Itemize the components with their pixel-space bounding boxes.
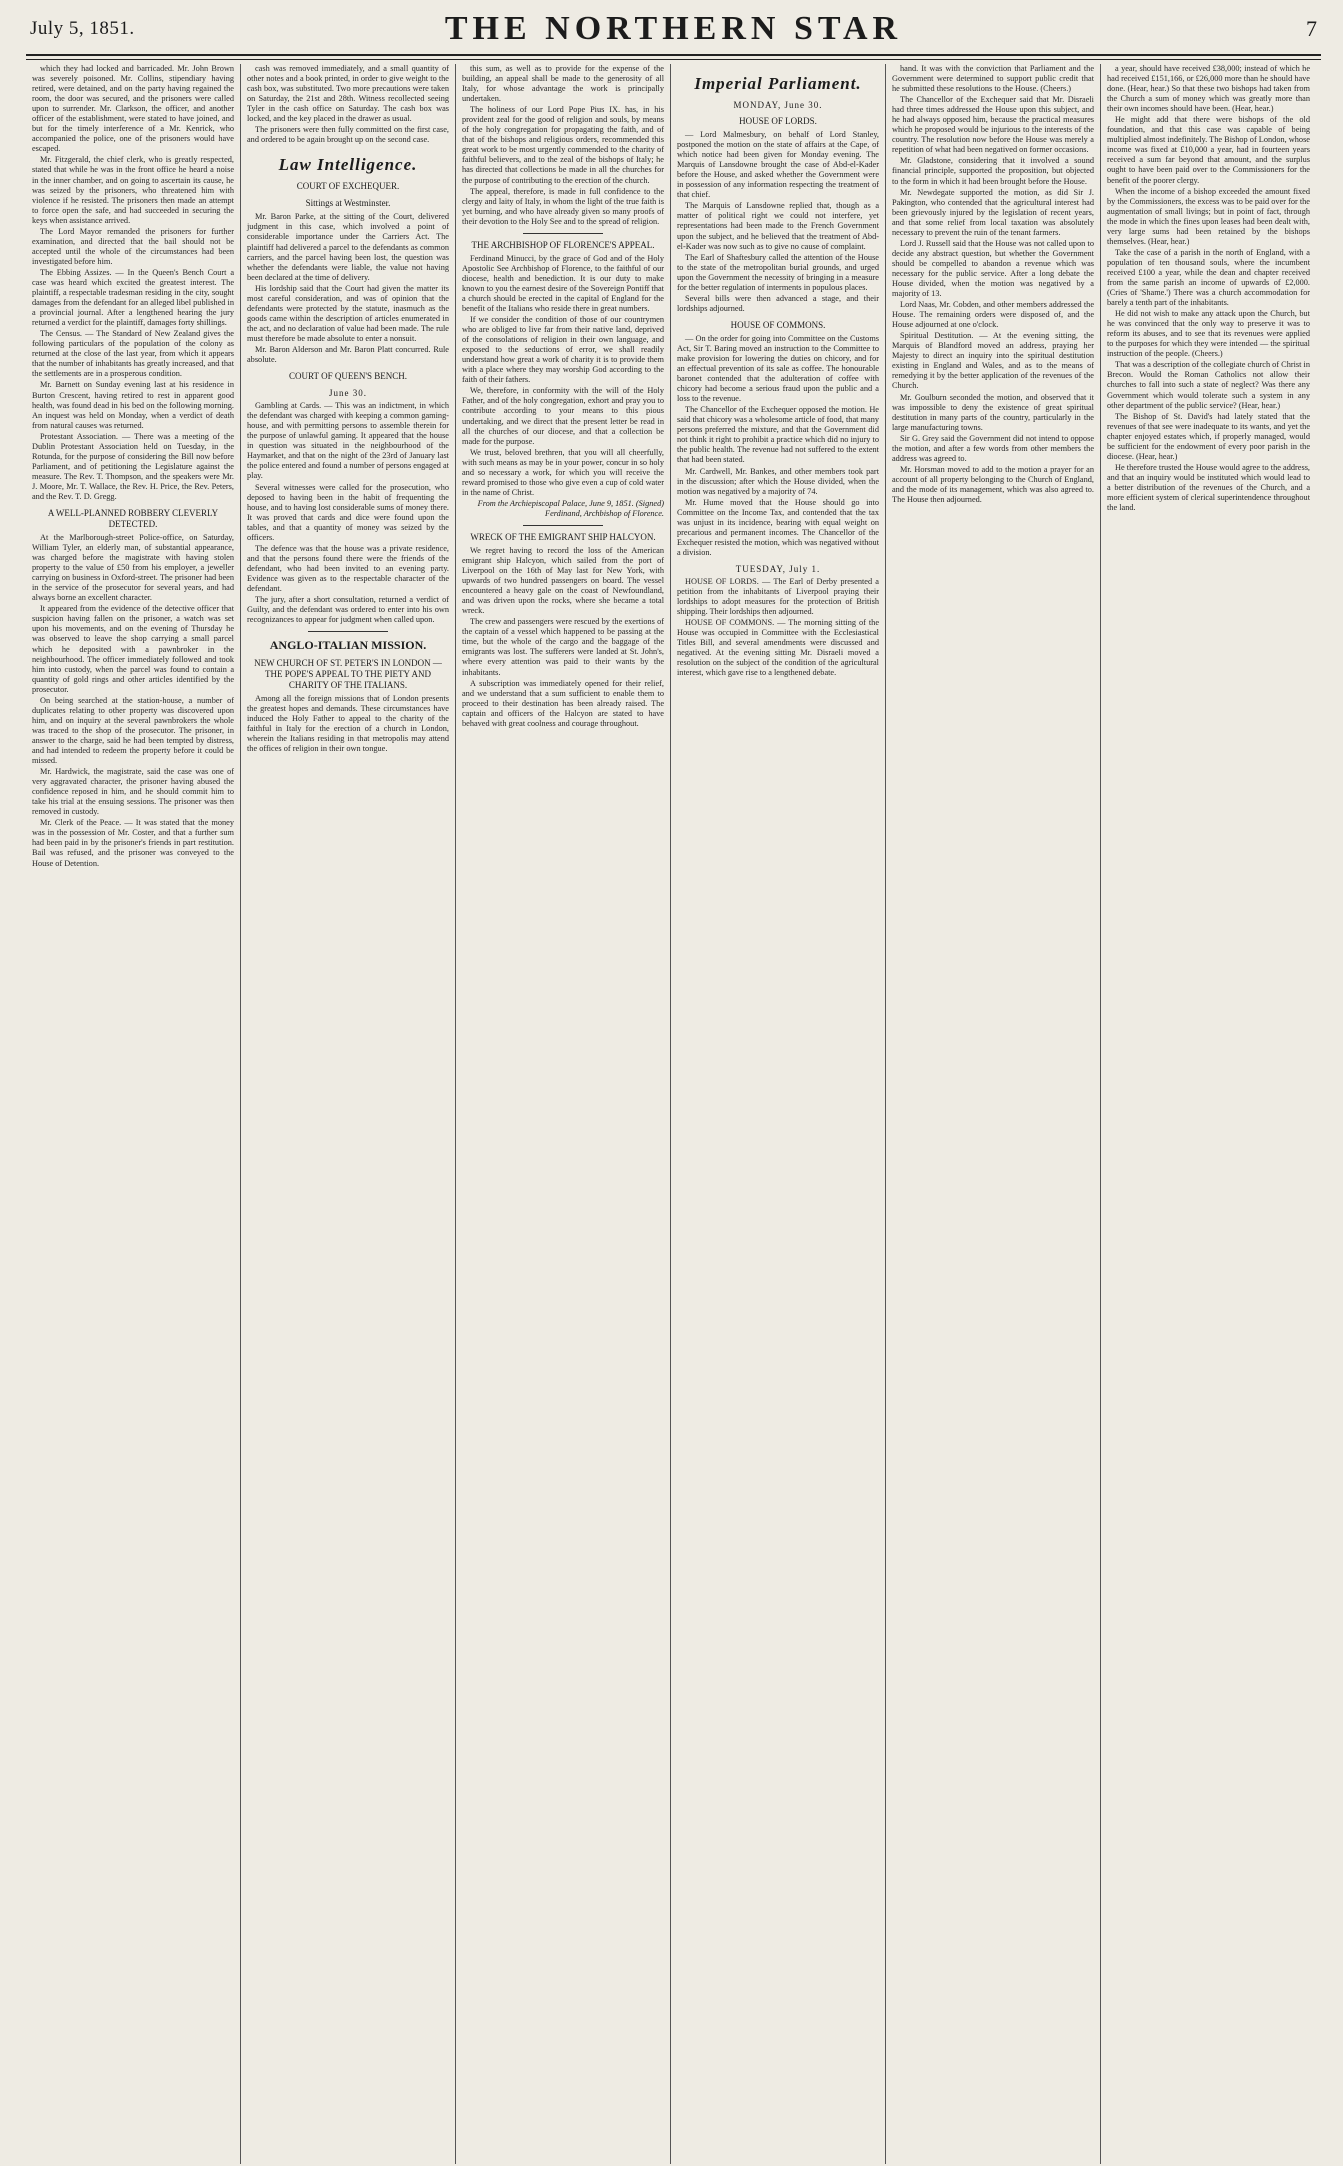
paragraph: The Census. — The Standard of New Zealand gives the following particulars of the population of the colony as returned at the close of the last year, from which it appears that the number of inhabitants has greatly increased, and that the settlements are in a prosperous condition.	[32, 329, 234, 379]
sitting-date-2: TUESDAY, July 1.	[735, 563, 821, 574]
col4-after2	[677, 334, 879, 558]
paragraph: The jury, after a short consultation, returned a verdict of Guilty, and the defendant was ordered to enter into his own recognizances to appear for judgment when called upon.	[247, 595, 449, 625]
paragraph: The Chancellor of the Exchequer said that Mr. Disraeli had three times addressed the House upon this subject, and he had always opposed him, because the practical measures which he proposed would be injurious to the interests of the country. The resolution now before the House was merely a repetition of what had been negatived on former occasions.	[892, 95, 1094, 155]
paragraph: The Marquis of Lansdowne replied that, though as a matter of political right we could not interfere, yet representations had been made to the French Government upon the subject, and he believed that the treatment of Abd-el-Kader was now such as to give no cause of complaint.	[677, 201, 879, 251]
column-4	[671, 64, 886, 2164]
paragraph: If we consider the condition of those of our countrymen who are obliged to live far from their native land, deprived of the consolations of religion in their own language, and exposed to the seductions of error, we shall readily understand how great a work of charity it is to provide them with a place where they may worship God according to the faith of their fathers.	[462, 315, 664, 385]
paragraph: He did not wish to make any attack upon the Church, but he was convinced that the only way to preserve it was to reform its abuses, and to see that its revenues were applied to the purposes for which they were intended — the spiritual instruction of the people. (Cheers.)	[1107, 309, 1310, 359]
newspaper-title: THE NORTHERN STAR	[444, 10, 903, 47]
paragraph: The holiness of our Lord Pope Pius IX. has, in his provident zeal for the good of religion and souls, by means of the holy congregation for propagating the faith, and of that of the bishops and religious orders, recommended this great work to be most urgently commended to the charity of faithful believers, and to the zeal of the bishops of Italy; he has directed that collections be made in all the churches for the purpose of contributing to the erection of the church.	[462, 105, 664, 185]
paragraph: — Lord Malmesbury, on behalf of Lord Stanley, postponed the motion on the state of affairs at the Cape, of which notice had been given for Monday evening. The Marquis of Lansdowne brought the case of Abd-el-Kader before the House, and asked whether the Government were in possession of any information respecting the treatment of that chief.	[677, 130, 879, 200]
wreck-heading: WRECK OF THE EMIGRANT SHIP HALCYON.	[470, 531, 656, 542]
commons-heading: HOUSE OF COMMONS.	[730, 319, 826, 330]
paragraph: hand. It was with the conviction that Parliament and the Government were determined to support public credit that he submitted these resolutions to the House. (Cheers.)	[892, 64, 1094, 94]
paragraph: Mr. Baron Parke, at the sitting of the Court, delivered judgment in this case, which involved a point of considerable importance under the Carriers Act. The plaintiff had delivered a parcel to the defendants as common carriers, and the parcel having been lost, the question was whether the defendants were liable, the value not having been declared at the time of delivery.	[247, 212, 449, 282]
paragraph: The Ebbing Assizes. — In the Queen's Bench Court a case was heard which excited the greatest interest. The plaintiff, a respectable tradesman residing in the city, sought damages from the defendant for an alleged libel published in a provincial journal. After a lengthened hearing the jury returned a verdict for the plaintiff, damages forty shillings.	[32, 267, 234, 328]
col3-blocks	[462, 64, 664, 227]
court-heading: COURT OF EXCHEQUER.	[296, 181, 400, 192]
paragraph: Among all the foreign missions that of London presents the greatest hopes and demands. These circumstances have induced the Holy Father to appeal to the charity of the faithful in Italy for the erection of a church in London, wherein the Italians residing in that metropolis may attend the offices of religion in their own tongue.	[247, 694, 449, 754]
col4-after	[677, 130, 879, 314]
court-heading-2: COURT OF QUEEN'S BENCH.	[289, 371, 407, 382]
paragraph: The Lord Mayor remanded the prisoners for further examination, and directed that the bail should not be accepted until the whole of the circumstances had been investigated before him.	[32, 226, 234, 266]
paragraph: a year, should have received £38,000; instead of which he had received £151,166, or £26,000 more than he should have done. (Hear, hear.) So that these two bishops had taken from the Church a sum of money which was greatly more than their own incomes should have been. (Hear, hear.)	[1107, 64, 1310, 114]
col2-after3	[247, 694, 449, 754]
paragraph: We trust, beloved brethren, that you will all cheerfully, with such means as may be in your power, concur in so holy and so necessary a work, for which you will receive the reward promised to those who give even a cup of cold water in the name of Christ.	[462, 447, 664, 497]
paragraph: Several witnesses were called for the prosecution, who deposed to having been in the habit of frequenting the house, and to having lost considerable sums of money there. It was proved that cards and dice were found upon the tables, and that a quantity of money was seized by the officers.	[247, 482, 449, 542]
col5-blocks	[892, 64, 1094, 505]
paragraph: Mr. Fitzgerald, the chief clerk, who is greatly respected, stated that while he was in the front office he heard a noise in the inner chamber, and on going to ascertain its cause, he was seized by the prisoners, who threatened him with violence if he resisted. The prisoners then made an attempt to force open the safe, and had succeeded in securing the keys when assistance arrived.	[32, 155, 234, 225]
paragraph: Mr. Baron Alderson and Mr. Baron Platt concurred. Rule absolute.	[247, 344, 449, 365]
paragraph: Spiritual Destitution. — At the evening sitting, the Marquis of Blandford moved an address, praying her Majesty to direct an inquiry into the spiritual destitution existing in England and Wales, and as to the means of remedying it by the better application of the revenues of the Church.	[892, 331, 1094, 391]
paragraph: The appeal, therefore, is made in full confidence to the clergy and laity of Italy, in whom the light of the true faith is yet burning, and who have already given so many proofs of their devotion to the Holy See and to the spread of religion.	[462, 186, 664, 226]
paragraph: We regret having to record the loss of the American emigrant ship Halcyon, which sailed from the port of Liverpool on the 16th of May last for New York, with upwards of two hundred passengers on board. The vessel encountered a heavy gale on the coast of Newfoundland, and was driven upon the rocks, where she became a total wreck.	[462, 545, 664, 616]
column-1	[26, 64, 241, 2164]
paragraph: Mr. Cardwell, Mr. Bankes, and other members took part in the discussion; after which the House divided, when the motion was negatived by a majority of 74.	[677, 466, 879, 496]
paragraph: Mr. Horsman moved to add to the motion a prayer for an account of all property belonging to the Church of England, and the mode of its management, which was also agreed to. The House then adjourned.	[892, 464, 1094, 504]
court-subheading: Sittings at Westminster.	[305, 198, 391, 209]
paragraph: which they had locked and barricaded. Mr. John Brown was severely poisoned. Mr. Collins, stipendiary having retired, were detained, and on the party having regained the room, the door was secured, and the prisoners were called upon to surrender. Mr. Clarkson, the officer, and another officer of the establishment, were stated to have joined, and but for the timely interference of a Mr. Kenrick, who accompanied the police, one of the prisoners would have escaped.	[32, 64, 234, 154]
appeal-heading: THE ARCHBISHOP OF FLORENCE'S APPEAL.	[471, 239, 655, 250]
paragraph: cash was removed immediately, and a small quantity of other notes and a book printed, in order to give weight to the cash box, was substituted. Two more precautions were taken on Saturday, the 21st and 28th. Witness recollected seeing Tyler in the cash office on Saturday. The cash box was locked, and the key placed in the drawer as usual.	[247, 64, 449, 124]
page-number: 7	[1306, 16, 1317, 41]
paragraph: We, therefore, in conformity with the will of the Holy Father, and of the holy congregation, exhort and pray you to contribute according to your means to this pious undertaking, and we direct that the present letter be read in all the churches of our diocese, and that a collection be made for the purpose.	[462, 386, 664, 446]
paragraph: Mr. Hume moved that the House should go into Committee on the Income Tax, and contended that the tax was unjust in its incidence, bearing with equal weight on precarious and permanent incomes. The Chancellor of the Exchequer resisted the motion, which was negatived without a division.	[677, 497, 879, 557]
col1-blocks	[32, 64, 234, 502]
section-heading-law: Law Intelligence.	[278, 155, 418, 175]
paragraph: Mr. Clerk of the Peace. — It was stated that the money was in the possession of Mr. Coster, and that a further sum had been paid in by the prisoner's friends in part restitution. Bail was refused, and the prisoner was conveyed to the House of Detention.	[32, 818, 234, 868]
paragraph: When the income of a bishop exceeded the amount fixed by the Commissioners, the excess was to be paid over for the augmentation of small livings; but in point of fact, through the mode in which the fines upon leases had been dealt with, very large sums had been retained by the bishops themselves. (Hear, hear.)	[1107, 186, 1310, 246]
paragraph: The prisoners were then fully committed on the first case, and ordered to be again brought up on the second case.	[247, 125, 449, 145]
paragraph: Mr. Goulburn seconded the motion, and observed that it was impossible to deny the existence of great spiritual destitution in many parts of the country, particularly in the large manufacturing towns.	[892, 392, 1094, 432]
paragraph: HOUSE OF COMMONS. — The morning sitting of the House was occupied in Committee with the Ecclesiastical Titles Bill, and several amendments were discussed and negatived. At the evening sitting Mr. Disraeli moved a resolution on the subject of the condition of the agricultural interest, which gave rise to a lengthened debate.	[677, 618, 879, 678]
paragraph: His lordship said that the Court had given the matter its most careful consideration, and was of opinion that the defendants were protected by the statute, inasmuch as the goods came within the description of articles enumerated in the act, and no declaration of value had been made. The rule must therefore be made absolute to enter a nonsuit.	[247, 283, 449, 343]
column-3	[456, 64, 671, 2164]
col2-after2	[247, 401, 449, 625]
paragraph: Ferdinand Minucci, by the grace of God and of the Holy Apostolic See Archbishop of Florence, to the faithful of our diocese, health and benediction. It is our duty to make known to you the earnest desire of the Sovereign Pontiff that a church should be erected in the capital of England for the benefit of the Italians who reside there in great numbers.	[462, 253, 664, 313]
paragraph: this sum, as well as to provide for the expense of the building, an appeal shall be made to the generosity of all Italy, for whose advantage the work is principally undertaken.	[462, 64, 664, 104]
col3-after	[462, 254, 664, 498]
col6-blocks	[1107, 64, 1310, 513]
columns	[26, 64, 1321, 2164]
issue-date: July 5, 1851.	[30, 18, 135, 39]
paragraph: It appeared from the evidence of the detective officer that suspicion having fallen on the prisoner, a watch was set upon his movements, and on the evening of Thursday he was observed to leave the shop carrying a small parcel which he deposited with a pawnbroker in the neighbourhood. The officer immediately followed and took him into custody, when the parcel was found to contain a quantity of gold rings and other articles identified by the prosecutor.	[32, 604, 234, 694]
col1-after	[32, 533, 234, 869]
masthead	[26, 10, 1321, 56]
court-date: June 30.	[329, 388, 367, 399]
paragraph: The Bishop of St. David's had lately stated that the revenues of that see were inadequate to its wants, and yet the chapter enjoyed estates which, if properly managed, would be sufficient for the endowment of every poor parish in the diocese. (Hear, hear.)	[1107, 411, 1310, 461]
column-2	[241, 64, 456, 2164]
column-6	[1101, 64, 1316, 2164]
paragraph: A subscription was immediately opened for their relief, and we understand that a sum sufficient to enable them to proceed to their destination has been already raised. The captain and officers of the Halcyon are stated to have behaved with great coolness and courage throughout.	[462, 678, 664, 728]
paragraph: Several bills were then advanced a stage, and their lordships adjourned.	[677, 293, 879, 313]
paragraph: Mr. Newdegate supported the motion, as did Sir J. Pakington, who contended that the agricultural interest had been grievously injured by the legislation of recent years, and that some relief from local taxation was absolutely necessary to prevent the ruin of the tenant farmers.	[892, 187, 1094, 237]
paragraph: That was a description of the collegiate church of Christ in Brecon. Would the Roman Catholics not allow their churches to fall into such a state of neglect? Was there any Government which would tolerate such a system in any other department of the public service? (Hear, hear.)	[1107, 360, 1310, 410]
paragraph: Lord Naas, Mr. Cobden, and other members addressed the House. The remaining orders were disposed of, and the House adjourned at one o'clock.	[892, 300, 1094, 330]
sitting-date: MONDAY, June 30.	[733, 100, 823, 110]
paragraph: He therefore trusted the House would agree to the address, and that an inquiry would be instituted which would lead to a better distribution of the revenues of the Church, and a more efficient system of clerical superintendence throughout the land.	[1107, 462, 1310, 513]
col2-blocks	[247, 64, 449, 145]
paragraph: — On the order for going into Committee on the Customs Act, Sir T. Baring moved an instruction to the Committee to make provision for lowering the duties on chicory, and for an effectual prevention of its sale as coffee. The honourable baronet contended that the adulteration of coffee with chicory had become a serious fraud upon the public and a loss to the revenue.	[677, 333, 879, 404]
paragraph: Lord J. Russell said that the House was not called upon to decide any abstract question, but whether the Government should be compelled to abandon a revenue which was necessary for the public service. After a long debate the House divided, when the motion was negatived by a majority of 13.	[892, 238, 1094, 299]
paragraph: The Earl of Shaftesbury called the attention of the House to the state of the metropolitan burial grounds, and urged upon the Government the necessity of bringing in a measure for the better regulation of interments in populous places.	[677, 252, 879, 292]
paragraph: The defence was that the house was a private residence, and that the persons found there were the friends of the defendant, who had been invited to an evening party. Evidence was given as to the respectable character of the defendant.	[247, 543, 449, 593]
paragraph: Mr. Gladstone, considering that it involved a sound financial principle, supported the proposition, but objected to the form in which it had been brought before the House.	[892, 156, 1094, 186]
col4-after3	[677, 577, 879, 678]
paragraph: Mr. Barnett on Sunday evening last at his residence in Burton Crescent, having retired to rest in apparent good health, was found dead in his bed on the following morning. An inquest was held on Monday, when a verdict of death from natural causes was returned.	[32, 380, 234, 430]
mission-subheading: NEW CHURCH OF ST. PETER'S IN LONDON — THE POPE'S APPEAL TO THE PIETY AND CHARITY OF THE ITALIANS.	[254, 658, 442, 691]
paragraph: At the Marlborough-street Police-office, on Saturday, William Tyler, an elderly man, of substantial appearance, was charged before the magistrate with having stolen property to the value of £50 from his employer, a jeweller carrying on business in Oxford-street. The prisoner had been in the service of the prosecutor for several years, and had always borne an excellent character.	[32, 533, 234, 603]
mission-heading: ANGLO-ITALIAN MISSION.	[269, 638, 427, 653]
paragraph: The crew and passengers were rescued by the exertions of the captain of a vessel which happened to be passing at the time, but the whole of the cargo and the baggage of the emigrants was lost. The sufferers were landed at St. John's, where every attention was paid to their wants by the inhabitants.	[462, 617, 664, 677]
paragraph: Gambling at Cards. — This was an indictment, in which the defendant was charged with keeping a common gaming-house, and with permitting persons to assemble therein for the purpose of unlawful gaming. It appeared that the house in question was situated in the neighbourhood of the Haymarket, and that on the night of the 23rd of January last the police entered and found a number of persons engaged at play.	[247, 401, 449, 481]
house-heading: HOUSE OF LORDS.	[739, 116, 817, 127]
paragraph: Mr. Hardwick, the magistrate, said the case was one of very aggravated character, the prisoner having abused the confidence reposed in him, and he should commit him to take his trial at the ensuing sessions. The prisoner was then removed in custody.	[32, 767, 234, 817]
col2-after	[247, 212, 449, 365]
paragraph: HOUSE OF LORDS. — The Earl of Derby presented a petition from the inhabitants of Liverpool praying their lordships to adopt measures for the protection of British shipping. Their lordships then adjourned.	[677, 576, 879, 617]
paragraph: Sir G. Grey said the Government did not intend to oppose the motion, and after a few words from other members the address was agreed to.	[892, 433, 1094, 463]
paragraph: On being searched at the station-house, a number of duplicates relating to other property was discovered upon him, and on inquiry at the several pawnbrokers the whole was traced to the shop of the prosecutor. The prisoner, in answer to the charge, said he had been tempted by distress, and had intended to redeem the property before it could be missed.	[32, 695, 234, 766]
column-5	[886, 64, 1101, 2164]
section-heading-parliament: Imperial Parliament.	[694, 74, 862, 93]
signature: From the Archiepiscopal Palace, June 9, 1851. (Signed) Ferdinand, Archbishop of Florence.	[477, 498, 664, 518]
paragraph: The Chancellor of the Exchequer opposed the motion. He said that chicory was a wholesome article of food, that many persons preferred the mixture, and that the Government did not think it right to prohibit a practice which did no injury to the public health. The revenue had not suffered to the extent that had been stated.	[677, 405, 879, 465]
article-heading: A WELL-PLANNED ROBBERY CLEVERLY DETECTED.	[47, 508, 219, 530]
paragraph: Protestant Association. — There was a meeting of the Dublin Protestant Association held on Tuesday, in the Rotunda, for the purpose of considering the Bill now before Parliament, and of petitioning the Legislature against the measure. The Rev. T. Thompson, and the speakers were Mr. J. Moore, Mr. T. Wallace, the Rev. H. Price, the Rev. Peters, and the Rev. T. D. Gregg.	[32, 431, 234, 501]
col3-after2	[462, 546, 664, 729]
paragraph: He might add that there were bishops of the old foundation, and that this case was capable of being multiplied almost indefinitely. The Bishop of London, whose income was fixed at £10,000 a year, had in fourteen years received a sum far beyond that amount, and the surplus ought to have been paid over to the Commissioners for the benefit of the poorer clergy.	[1107, 115, 1310, 185]
paragraph: Take the case of a parish in the north of England, with a population of ten thousand souls, where the incumbent received £100 a year, while the dean and chapter received from the same parish an income of upwards of £2,000. (Cries of 'Shame.') There was a church accommodation for barely a tenth part of the inhabitants.	[1107, 247, 1310, 308]
